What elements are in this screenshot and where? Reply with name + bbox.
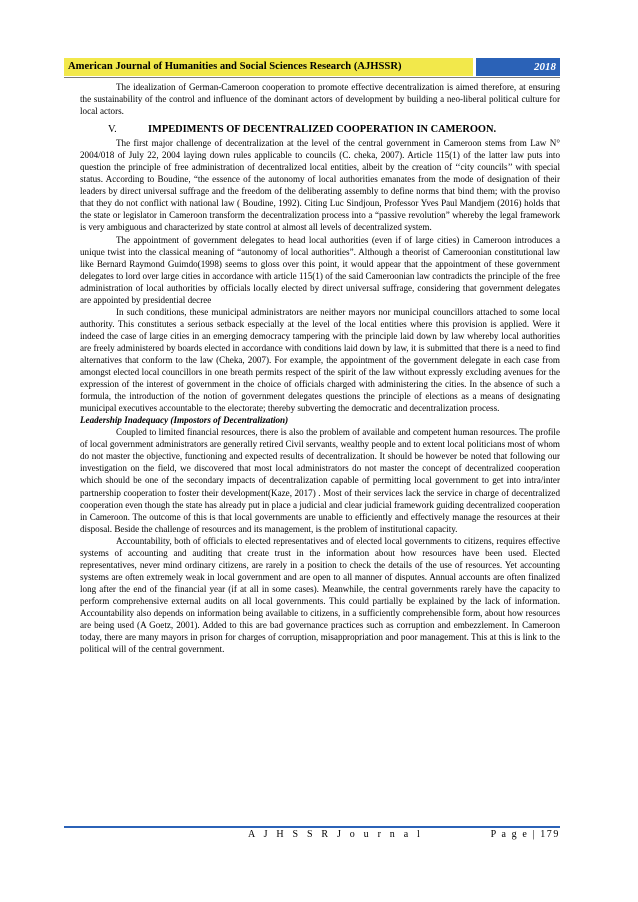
journal-title: American Journal of Humanities and Social Sciences Research (AJHSSR) bbox=[64, 58, 473, 76]
article-body bbox=[80, 81, 560, 655]
footer-rule bbox=[64, 826, 560, 828]
section-title-punct: . bbox=[493, 124, 497, 136]
header-rule bbox=[64, 77, 560, 78]
paragraph: The first major challenge of decentralization at the level of the central government in Cameroon stems from Law N° 2004/018 of July 22, 2004 laying down rules applicable to councils (C. cheka, 2007). Article 115(1) of the latter law puts into question the principle of free administration of decentralized local entities, albeit by the creation of ‘‘city councils’’ with special status. According to Boudine, “the essence of the autonomy of local authorities emanates from the mode of designation of their leaders by direct universal suffrage and the freedom of the deliberating assembly to define norms that bind them; with the proviso that they do not conflict with national law ( Boudine, 1992). Citing Luc Sindjoun, Professor Yves Paul Mandjem (2016) holds that the state or legislator in Cameroon transform the decentralization process into a “passive revolution” whereby the legal framework is very ambiguous and characterized by state control at almost all levels of decentralized system. bbox=[80, 138, 560, 233]
subsection-heading: Leadership Inadequacy (Impostors of Decentralization) bbox=[80, 415, 289, 426]
section-number: V. bbox=[108, 124, 117, 136]
paragraph: In such conditions, these municipal administrators are neither mayors nor municipal councillors attached to some local authority. This constitutes a serious setback especially at the level of the local entities where this provision is applied. Were it indeed the case of large cities in an emerging democracy tampering with the principle laid down by law whereby local authorities are freely administered by boards elected in accordance with conditions laid down by law, it is submitted that there is a need to find alternatives that conform to the law (Cheka, 2007). For example, the appointment of the government delegate in each case from amongst elected local councillors in one breath permits respect of the spirit of the law without expressly excluding avenues for the expression of the interest of government in the choice of officials charged with administering the cities. In the absence of such a formula, the introduction of the notion of government delegates questions the principle of elections as a means of designating municipal executives accountable to the electorate; thereby subverting the democratic and decentralization process. bbox=[80, 306, 560, 414]
section-title: IMPEDIMENTS OF DECENTRALIZED COOPERATION IN CAMEROON bbox=[148, 124, 494, 136]
footer-journal: A J H S S R J o u r n a l bbox=[248, 829, 424, 840]
publication-year: 2018 bbox=[476, 58, 560, 76]
journal-header bbox=[64, 58, 560, 76]
paragraph: The appointment of government delegates to head local authorities (even if of large cities) in Cameroon introduces a unique twist into the classical meaning of “autonomy of local authorities”. Although a theorist of Cameroonian constitutional law like Bernard Raymond Guimdo(1998) seems to gloss over this point, it would appear that the appointment of these government delegates to lord over large cities in accordance with article 115(1) of the said Cameroonian law contradicts the principle of the free administration of local authorities by officials locally elected by direct universal suffrage, considering that government delegates are appointed by presidential decree bbox=[80, 234, 560, 305]
paragraph: Coupled to limited financial resources, there is also the problem of available and competent human resources. The profile of local government administrators are generally retired Civil servants, wealthy people and to extent local politicians most of whom do not master the objective, functioning and expected results of decentralization. It should be however be noted that following our investigation on the field, we discovered that most local administrators do not master the concept of decentralized cooperation which should be one of the secondary impacts of decentralization capable of permitting local government to get into intra/inter partnership cooperation to foster their development(Kaze, 2017) . Most of their services lack the service in charge of decentralized cooperation even though the state has already put in place a judicial and clear judicial framework guiding decentralized cooperation in Cameroon. The outcome of this is that local governments are unable to efficiently and effectively manage the resources at their disposal. Beside the challenge of resources and its management, is the problem of institutional capacity. bbox=[80, 427, 560, 534]
page-number: P a g e | 179 bbox=[490, 829, 560, 840]
intro-paragraph: The idealization of German-Cameroon cooperation to promote effective decentralization is aimed therefore, at ensuring the sustainability of the control and influence of the dominant actors of development by building a neo-liberal political culture for local actors. bbox=[80, 82, 560, 117]
section-heading bbox=[80, 123, 560, 136]
paragraph: Accountability, both of officials to elected representatives and of elected local governments to citizens, requires effective systems of accounting and auditing that create trust in the information about how resources have been used. Elected representatives, never mind ordinary citizens, are rarely in a position to check the details of the use of resources. Yet accounting systems are often extremely weak in local government and are open to all manner of disputes. Annual accounts are often finalized long after the end of the financial year (if at all in some cases). Meanwhile, the central governments rarely have the capacity to perform comprehensive external audits on all local governments. This could partially be explained by the lack of information. Accountability also depends on information being available to citizens, in a sufficiently comprehensible form, about how resources are being used (A Goetz, 2001). Added to this are bad governance practices such as corruption and embezzlement. In Cameroon today, there are many mayors in prison for charges of corruption, misappropriation and poor management. This at this is link to the political will of the central government. bbox=[80, 535, 560, 655]
